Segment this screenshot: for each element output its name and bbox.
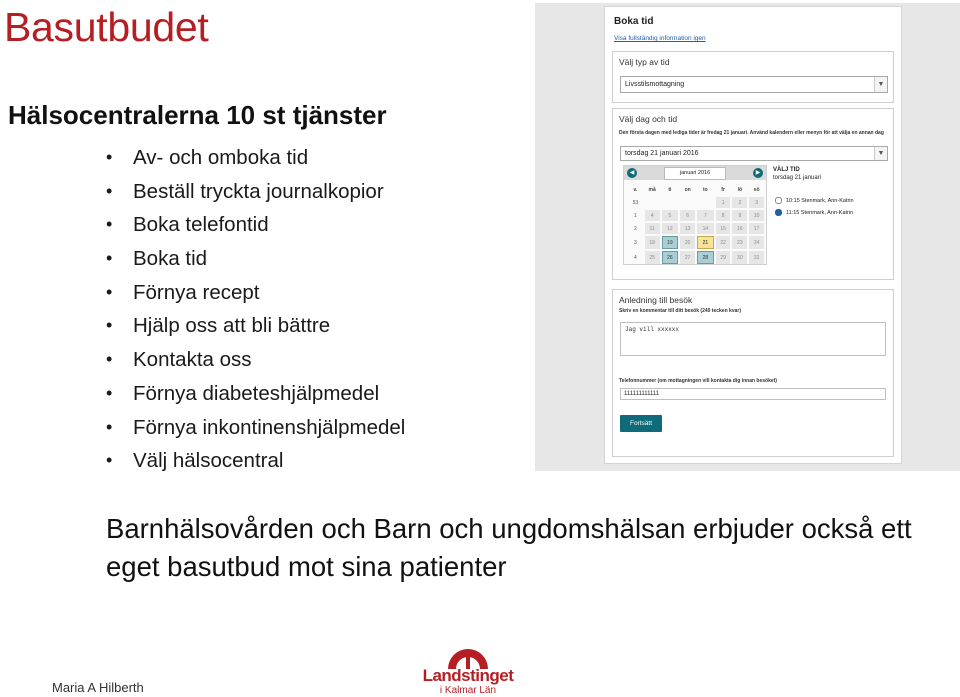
calendar-day[interactable]: 15 <box>716 223 731 234</box>
list-item: • Boka tid <box>106 242 405 276</box>
chevron-down-icon: ▼ <box>874 147 887 160</box>
booking-panel <box>604 6 902 464</box>
list-item: • Förnya recept <box>106 276 405 310</box>
radio-icon <box>775 197 782 204</box>
calendar-day[interactable]: 17 <box>749 223 764 234</box>
date-heading: Välj dag och tid <box>619 114 678 124</box>
phone-label: Telefonnummer (om mottagningen vill kontakta dig innan besöket) <box>619 378 777 384</box>
calendar-day[interactable]: 3 <box>749 197 764 208</box>
empty-cell <box>680 197 695 208</box>
bullet-icon: • <box>106 315 113 336</box>
info-link[interactable]: Visa fullständig information igen <box>614 35 706 42</box>
comment-instruction: Skriv en kommentar till ditt besök (240 tecken kvar) <box>619 308 741 314</box>
calendar-day[interactable]: 26 <box>662 251 679 264</box>
weekday-header: lö <box>737 186 743 193</box>
calendar-day[interactable]: 1 <box>716 197 731 208</box>
calendar-day[interactable]: 29 <box>716 251 731 264</box>
logo <box>418 647 518 697</box>
list-item: • Boka telefontid <box>106 208 405 242</box>
reason-heading: Anledning till besök <box>619 295 693 305</box>
time-heading: VÄLJ TID <box>773 167 800 173</box>
empty-cell <box>662 197 679 208</box>
calendar-day[interactable]: 21 <box>697 236 714 249</box>
time-slot[interactable]: 10:15 Stenmark, Ann-Katrin <box>775 197 854 204</box>
list-item: • Hjälp oss att bli bättre <box>106 309 405 343</box>
week-number: 1 <box>633 212 637 219</box>
list-item: • Kontakta oss <box>106 343 405 377</box>
phone-input[interactable]: 111111111111 <box>620 388 886 400</box>
calendar <box>623 165 767 265</box>
week-number: 53 <box>632 199 639 206</box>
comment-textarea[interactable]: Jag vill xxxxxx <box>620 322 886 356</box>
list-item: • Förnya diabeteshjälpmedel <box>106 377 405 411</box>
weekday-header: må <box>648 186 656 193</box>
bullet-icon: • <box>106 147 113 167</box>
empty-cell <box>697 197 714 208</box>
calendar-day[interactable]: 22 <box>716 236 731 249</box>
calendar-month: januari 2016 <box>664 167 726 180</box>
calendar-day[interactable]: 28 <box>697 251 714 264</box>
calendar-day[interactable]: 11 <box>645 223 660 234</box>
calendar-day[interactable]: 16 <box>732 223 747 234</box>
calendar-day[interactable]: 4 <box>645 210 660 221</box>
booking-title: Boka tid <box>614 16 654 27</box>
weekday-header: to <box>703 186 708 193</box>
calendar-day[interactable]: 7 <box>697 210 714 221</box>
bullet-icon: • <box>106 214 113 235</box>
author: Maria A Hilberth <box>52 680 144 695</box>
logo-name: Landstinget <box>422 666 514 685</box>
list-item: • Beställ tryckta journalkopior <box>106 175 405 209</box>
section-subtitle: Hälsocentralerna 10 st tjänster <box>8 100 387 130</box>
list-item: • Förnya inkontinenshjälpmedel <box>106 411 405 445</box>
calendar-day[interactable]: 6 <box>680 210 695 221</box>
bullet-icon: • <box>106 450 113 471</box>
calendar-day[interactable]: 10 <box>749 210 764 221</box>
calendar-day[interactable]: 13 <box>680 223 695 234</box>
date-select[interactable]: torsdag 21 januari 2016 ▼ <box>620 146 888 161</box>
calendar-day[interactable]: 8 <box>716 210 731 221</box>
calendar-day[interactable]: 27 <box>680 251 695 264</box>
weekday-header: fr <box>721 186 725 193</box>
calendar-day[interactable]: 24 <box>749 236 764 249</box>
chevron-left-icon[interactable]: ◀ <box>627 168 637 178</box>
calendar-day[interactable]: 2 <box>732 197 747 208</box>
week-number: 4 <box>633 254 637 261</box>
weekday-header: sö <box>753 186 760 193</box>
reason-box <box>612 289 894 457</box>
bullet-icon: • <box>106 180 113 201</box>
date-box <box>612 108 894 280</box>
calendar-day[interactable]: 23 <box>732 236 747 249</box>
services-list <box>106 141 405 478</box>
week-number: 3 <box>633 239 637 246</box>
weekday-header: ti <box>668 186 672 193</box>
bullet-icon: • <box>106 382 113 403</box>
calendar-day[interactable]: 9 <box>732 210 747 221</box>
calendar-day[interactable]: 30 <box>732 251 747 264</box>
chevron-right-icon[interactable]: ▶ <box>753 168 763 178</box>
weekday-header: v. <box>633 186 638 193</box>
radio-selected-icon <box>775 209 782 216</box>
type-select[interactable]: Livsstilsmottagning ▼ <box>620 76 888 93</box>
calendar-day[interactable]: 18 <box>645 236 660 249</box>
bullet-icon: • <box>106 281 113 302</box>
bullet-icon: • <box>106 416 113 437</box>
time-date: torsdag 21 januari <box>773 175 822 181</box>
calendar-day[interactable]: 20 <box>680 236 695 249</box>
list-item: • Av- och omboka tid <box>106 141 405 175</box>
calendar-day[interactable]: 19 <box>662 236 679 249</box>
type-heading: Välj typ av tid <box>619 57 670 67</box>
time-slot[interactable]: 11:15 Stenmark, Ann-Katrin <box>775 209 853 216</box>
calendar-day[interactable]: 5 <box>662 210 679 221</box>
calendar-day[interactable]: 12 <box>662 223 679 234</box>
list-item: • Välj hälsocentral <box>106 444 405 478</box>
date-instruction: Den första dagen med lediga tider är fredag 21 januari. Använd kalendern eller menyn för att välja en annan dag <box>619 130 884 136</box>
calendar-day[interactable]: 31 <box>749 251 764 264</box>
weekday-header: on <box>684 186 691 193</box>
bottom-text: Barnhälsovården och Barn och ungdomshälsan erbjuder också ett eget basutbud mot sina patienter <box>106 513 912 582</box>
page-title: Basutbudet <box>4 4 209 50</box>
calendar-grid <box>626 182 766 266</box>
calendar-day[interactable]: 14 <box>697 223 714 234</box>
type-box <box>612 51 894 103</box>
bullet-icon: • <box>106 349 113 370</box>
bullet-icon: • <box>106 248 113 269</box>
week-number: 2 <box>633 225 637 232</box>
logo-sub: i Kalmar Län <box>439 685 497 696</box>
calendar-header <box>624 166 766 180</box>
continue-button[interactable]: Fortsätt <box>620 415 662 432</box>
empty-cell <box>645 197 660 208</box>
chevron-down-icon: ▼ <box>874 77 887 92</box>
calendar-day[interactable]: 25 <box>645 251 660 264</box>
